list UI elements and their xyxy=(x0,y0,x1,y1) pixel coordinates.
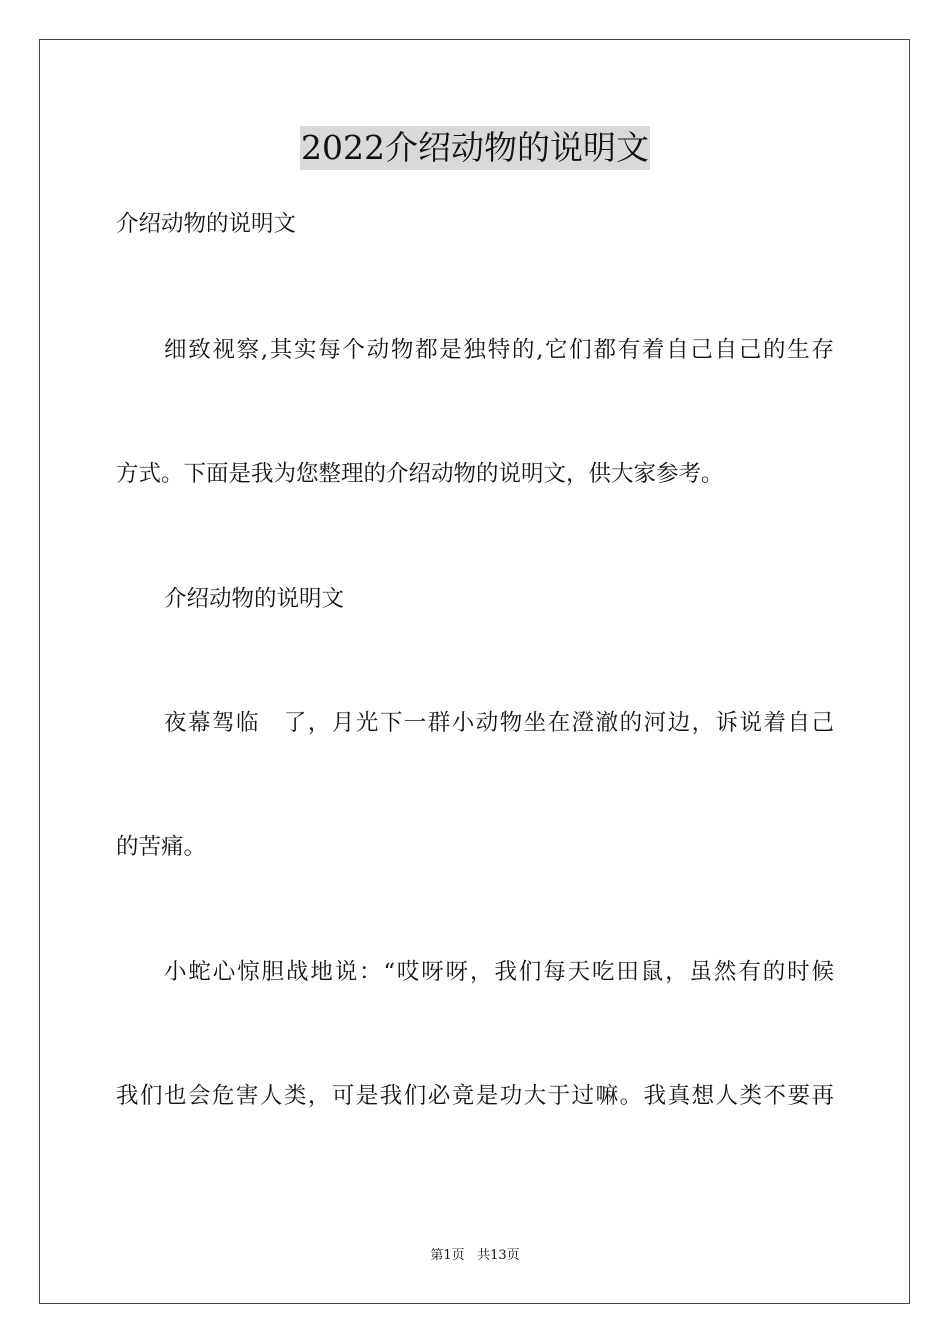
page-number: 第1页 xyxy=(430,1248,465,1263)
section-heading: 介绍动物的说明文 xyxy=(164,586,345,612)
page-total: 共13页 xyxy=(477,1248,520,1263)
paragraph-line: 方式。下面是我为您整理的介绍动物的说明文，供大家参考。 xyxy=(116,461,724,487)
subtitle-line: 介绍动物的说明文 xyxy=(116,211,297,237)
paragraph-line: 我们也会危害人类，可是我们必竟是功大于过嘛。我真想人类不要再 xyxy=(116,1083,834,1109)
paragraph-line: 的苦痛。 xyxy=(116,834,207,860)
paragraph-line: 小蛇心惊胆战地说：“哎呀呀，我们每天吃田鼠，虽然有的时候 xyxy=(164,959,834,985)
document-title: 2022介绍动物的说明文 xyxy=(300,126,650,170)
paragraph-line: 夜幕驾临 了，月光下一群小动物坐在澄澈的河边，诉说着自己 xyxy=(164,710,834,736)
title-container xyxy=(0,126,950,170)
page-footer xyxy=(0,1247,950,1265)
paragraph-line: 细致视察,其实每个动物都是独特的,它们都有着自己自己的生存 xyxy=(164,337,834,363)
